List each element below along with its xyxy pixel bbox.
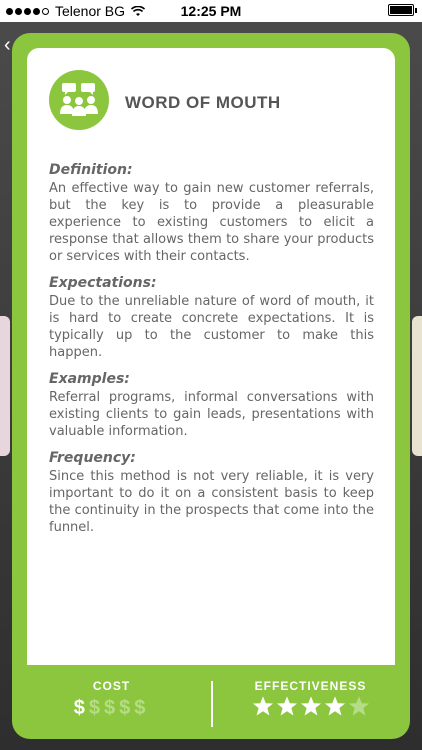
dollar-rating (12, 697, 211, 720)
section-body: Referral programs, informal conversations with existing clients to gain leads, presentations with valuable information. (49, 390, 374, 439)
previous-card-peek[interactable] (0, 316, 10, 456)
section-frequency (49, 450, 374, 536)
dollar-icon: $ (88, 697, 104, 719)
section-body: An effective way to gain new customer referrals, but the key is to provide a pleasurable experience to existing customers to elicit a response that allows them to share your products or services with their contacts. (49, 181, 374, 264)
section-heading: Frequency: (49, 450, 136, 466)
effectiveness-rating (211, 679, 410, 717)
dollar-icon: $ (73, 697, 89, 719)
section-definition (49, 162, 374, 265)
effectiveness-label: EFFECTIVENESS (254, 679, 367, 693)
section-heading: Examples: (49, 371, 130, 387)
carrier-name: Telenor BG (55, 3, 126, 19)
status-right (388, 4, 414, 16)
card-title: WORD OF MOUTH (125, 93, 281, 112)
status-bar (0, 0, 422, 22)
section-body: Since this method is not very reliable, it is very important to do it on a consistent basis to keep the continuity in the prospects that come into the funnel. (49, 469, 374, 535)
star-rating (211, 695, 410, 717)
method-card (12, 33, 410, 739)
star-icon (252, 695, 274, 717)
battery-icon (388, 4, 414, 16)
next-card-peek[interactable] (412, 316, 422, 456)
cost-rating (12, 679, 211, 720)
dollar-icon: $ (134, 697, 150, 719)
section-expectations (49, 275, 374, 361)
section-heading: Definition: (49, 162, 133, 178)
card-content-panel (27, 48, 395, 665)
star-icon (276, 695, 298, 717)
section-body: Due to the unreliable nature of word of mouth, it is hard to create concrete expectations. It is typically up to the customer to make this happen. (49, 294, 374, 360)
people-chat-icon (49, 70, 109, 130)
star-icon (348, 695, 370, 717)
section-heading: Expectations: (49, 275, 157, 291)
back-chevron-icon[interactable]: ‹ (4, 34, 11, 56)
clock: 12:25 PM (180, 3, 242, 19)
star-icon (300, 695, 322, 717)
cost-label: COST (92, 679, 131, 693)
dollar-icon: $ (119, 697, 135, 719)
card-sections (49, 162, 374, 546)
dollar-icon: $ (103, 697, 120, 719)
star-icon (324, 695, 346, 717)
card-footer (12, 665, 410, 739)
section-examples (49, 371, 374, 440)
